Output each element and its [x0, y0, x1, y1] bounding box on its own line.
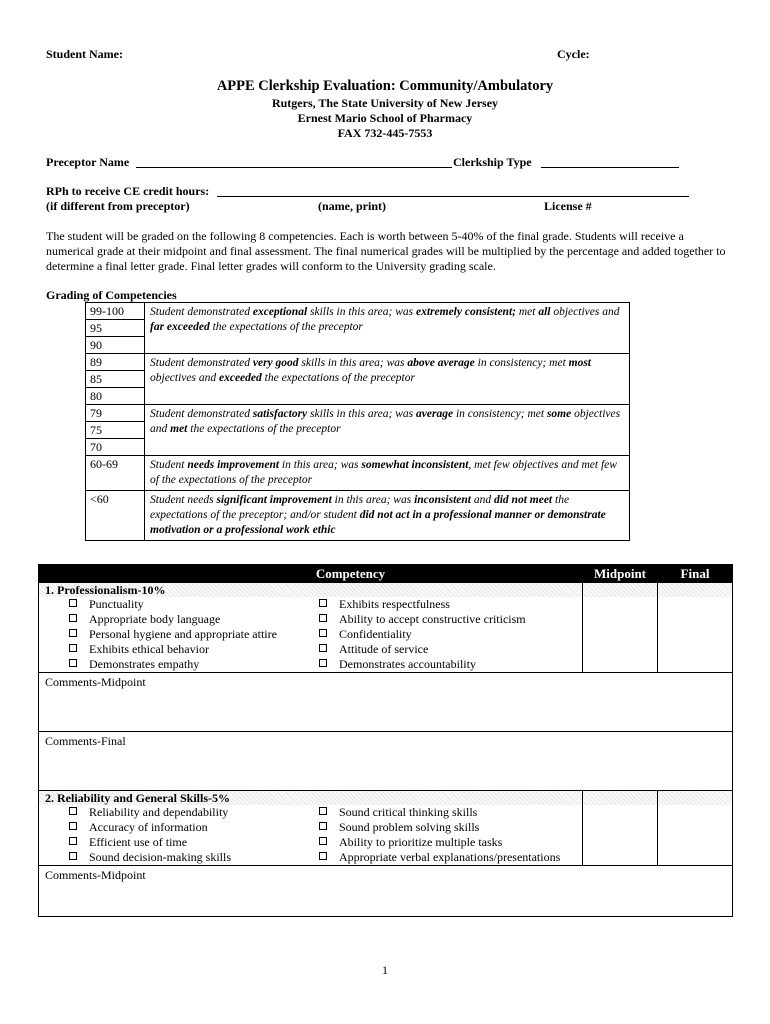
grading-row [86, 353, 629, 404]
checkbox-icon[interactable] [319, 852, 327, 860]
section-title: 1. Professionalism-10% [45, 583, 166, 597]
checkbox-icon[interactable] [69, 822, 77, 830]
grading-description: Student demonstrated very good skills in this area; was above average in consistency; met most objectives and exceeded the expectations of the preceptor [150, 357, 592, 384]
grading-scores [86, 303, 145, 353]
section-header [39, 790, 732, 805]
checkbox-label: Sound decision-making skills [89, 850, 231, 864]
checkbox-item[interactable] [69, 612, 319, 627]
grading-row [86, 455, 629, 490]
checkbox-icon[interactable] [319, 807, 327, 815]
checkbox-icon[interactable] [319, 599, 327, 607]
grading-score: 70 [86, 438, 144, 455]
section-title: 2. Reliability and General Skills-5% [45, 791, 231, 805]
grading-description: Student needs significant improvement in this area; was inconsistent and did not meet the expectations of the preceptor; and/or student did not act in a professional manner or demonstrate motivation or a professional work ethic [150, 494, 606, 536]
checkbox-icon[interactable] [69, 644, 77, 652]
final-cell[interactable] [657, 583, 732, 597]
section-items [39, 597, 732, 672]
checkbox-item[interactable] [319, 850, 569, 865]
checkbox-item[interactable] [69, 657, 319, 672]
checkbox-icon[interactable] [319, 614, 327, 622]
grading-description: Student needs improvement in this area; was somewhat inconsistent, met few objectives and met few of the expectations of the preceptor [150, 459, 617, 486]
checkbox-icon[interactable] [69, 852, 77, 860]
competency-table [38, 564, 733, 917]
checkbox-item[interactable] [319, 612, 569, 627]
org-line-2: Ernest Mario School of Pharmacy [297, 111, 473, 125]
checkbox-label: Sound critical thinking skills [339, 805, 478, 819]
grading-row [86, 303, 629, 353]
checkbox-item[interactable] [319, 597, 569, 612]
grading-description: Student demonstrated satisfactory skills in this area; was average in consistency; met some objectives and met the expectations of the preceptor [150, 408, 621, 435]
checkbox-item[interactable] [69, 835, 319, 850]
midpoint-score-cell[interactable] [582, 597, 657, 672]
checkbox-label: Efficient use of time [89, 835, 188, 849]
grading-score: 79 [90, 406, 102, 420]
name-print-label: (name, print) [318, 199, 386, 213]
final-score-cell[interactable] [657, 597, 732, 672]
checkbox-item[interactable] [69, 597, 319, 612]
grading-description: Student demonstrated exceptional skills in this area; was extremely consistent; met all objectives and far exceeded the expectations of the preceptor [150, 306, 620, 333]
intro-paragraph: The student will be graded on the following 8 competencies. Each is worth between 5-40% of the final grade. Students will receive a numerical grade at their midpoint and final assessment. The final numerical grades will be multiplied by the percentage and added together to determine a final letter grade. Final letter grades will conform to the University grading scale. [46, 229, 726, 273]
grading-score: 90 [86, 336, 144, 353]
checkbox-icon[interactable] [319, 837, 327, 845]
section-header [39, 582, 732, 597]
competency-table-header [39, 565, 732, 582]
grading-scores [86, 405, 145, 455]
grading-scores [86, 491, 145, 540]
checkbox-icon[interactable] [69, 599, 77, 607]
grading-table [85, 302, 630, 541]
grading-score: <60 [90, 492, 109, 506]
student-name-label: Student Name: [46, 47, 123, 61]
checkbox-item[interactable] [69, 850, 319, 865]
checkbox-label: Appropriate body language [89, 612, 221, 626]
checkbox-label: Confidentiality [339, 627, 412, 641]
checkbox-label: Punctuality [89, 597, 144, 611]
checkbox-icon[interactable] [69, 837, 77, 845]
comments-midpoint-label: Comments-Midpoint [45, 868, 146, 882]
checkbox-icon[interactable] [69, 659, 77, 667]
comments-final-label: Comments-Final [45, 734, 126, 748]
grading-score: 89 [90, 355, 102, 369]
checkbox-icon[interactable] [319, 822, 327, 830]
checkbox-item[interactable] [319, 805, 569, 820]
competency-header: Competency [315, 566, 386, 581]
grading-score: 99-100 [90, 304, 124, 318]
org-line-1: Rutgers, The State University of New Jersey [271, 96, 499, 110]
grading-scores [86, 354, 145, 404]
checkbox-label: Exhibits ethical behavior [89, 642, 209, 656]
midpoint-cell[interactable] [582, 583, 657, 597]
comments-midpoint[interactable] [39, 865, 732, 916]
checkbox-item[interactable] [69, 642, 319, 657]
checkbox-icon[interactable] [319, 644, 327, 652]
checkbox-label: Personal hygiene and appropriate attire [89, 627, 277, 641]
checkbox-label: Accuracy of information [89, 820, 208, 834]
if-different-label: (if different from preceptor) [46, 199, 190, 213]
license-label: License # [544, 199, 592, 213]
page-title: APPE Clerkship Evaluation: Community/Ambulatory [216, 78, 554, 94]
fax-line: FAX 732-445-7553 [337, 126, 433, 140]
grading-heading: Grading of Competencies [46, 288, 177, 302]
checkbox-label: Attitude of service [339, 642, 429, 656]
checkbox-item[interactable] [69, 820, 319, 835]
checkbox-icon[interactable] [319, 659, 327, 667]
checkbox-item[interactable] [319, 627, 569, 642]
midpoint-cell[interactable] [582, 791, 657, 805]
clerkship-type-field[interactable] [541, 167, 679, 168]
checkbox-label: Ability to accept constructive criticism [339, 612, 526, 626]
clerkship-type-label: Clerkship Type [453, 155, 532, 169]
comments-midpoint-label: Comments-Midpoint [45, 675, 146, 689]
grading-score: 75 [86, 421, 144, 438]
grading-score: 95 [86, 319, 144, 336]
final-score-cell[interactable] [657, 805, 732, 865]
checkbox-label: Demonstrates empathy [89, 657, 200, 671]
rph-label: RPh to receive CE credit hours: [46, 184, 210, 198]
checkbox-item[interactable] [319, 642, 569, 657]
checkbox-label: Demonstrates accountability [339, 657, 476, 671]
checkbox-label: Sound problem solving skills [339, 820, 480, 834]
items-column-left [39, 805, 319, 865]
checkbox-item[interactable] [319, 835, 569, 850]
grading-score: 60-69 [90, 457, 118, 471]
items-column-left [39, 597, 319, 672]
items-column-right [319, 805, 569, 865]
checkbox-label: Exhibits respectfulness [339, 597, 450, 611]
rph-field[interactable] [217, 196, 689, 197]
checkbox-item[interactable] [319, 657, 569, 672]
comments-final[interactable] [39, 731, 732, 790]
checkbox-label: Appropriate verbal explanations/presentations [339, 850, 561, 864]
midpoint-header: Midpoint [593, 566, 646, 581]
comments-midpoint[interactable] [39, 672, 732, 731]
preceptor-name-field[interactable] [136, 167, 452, 168]
grading-row [86, 490, 629, 540]
items-column-right [319, 597, 569, 672]
checkbox-icon[interactable] [69, 807, 77, 815]
final-header: Final [680, 566, 710, 581]
checkbox-item[interactable] [69, 627, 319, 642]
midpoint-score-cell[interactable] [582, 805, 657, 865]
cycle-label: Cycle: [557, 47, 590, 61]
checkbox-label: Reliability and dependability [89, 805, 229, 819]
section-items [39, 805, 732, 865]
checkbox-item[interactable] [69, 805, 319, 820]
preceptor-name-label: Preceptor Name [46, 155, 130, 169]
checkbox-icon[interactable] [69, 614, 77, 622]
checkbox-item[interactable] [319, 820, 569, 835]
grading-row [86, 404, 629, 455]
page-number: 1 [382, 963, 388, 977]
checkbox-icon[interactable] [319, 629, 327, 637]
final-cell[interactable] [657, 791, 732, 805]
grading-score: 85 [86, 370, 144, 387]
grading-scores [86, 456, 145, 490]
checkbox-icon[interactable] [69, 629, 77, 637]
checkbox-label: Ability to prioritize multiple tasks [339, 835, 503, 849]
grading-score: 80 [86, 387, 144, 404]
